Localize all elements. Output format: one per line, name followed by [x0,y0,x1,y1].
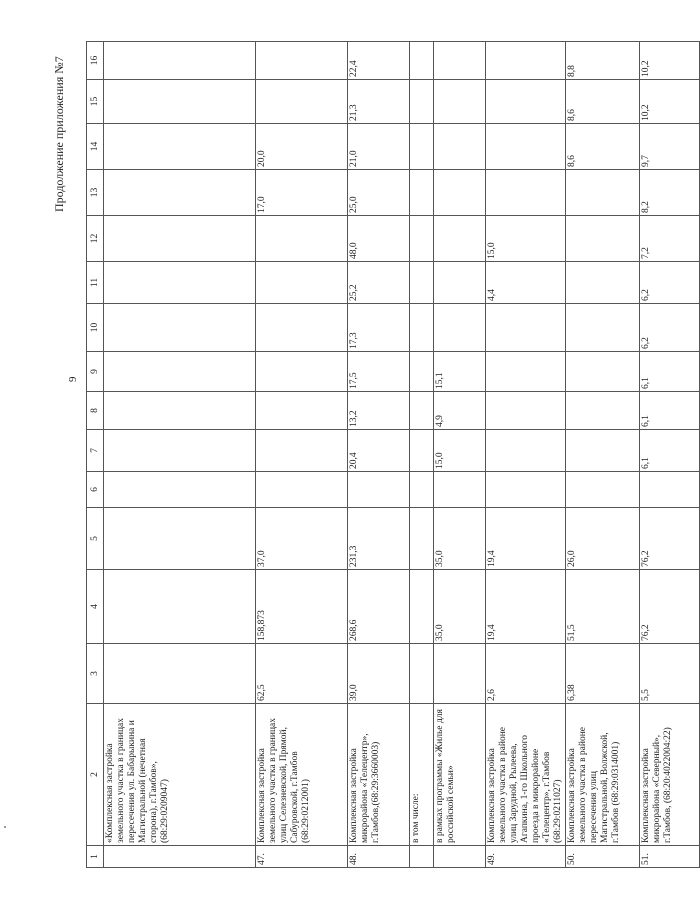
row-number-cell: 48. [348,846,410,868]
value-cell [434,42,486,80]
value-cell: 6,2 [640,304,700,352]
row-number-cell: 49. [486,846,566,868]
object-name-cell: Комплексная застройка микрорайона «Телецентр», г.Тамбов,(68:29:3660003) [348,704,410,846]
column-header: 15 [87,80,104,124]
page-number: 9 [67,376,79,382]
value-cell [410,352,434,392]
value-cell: 6,2 [640,262,700,304]
value-cell: 7,2 [640,216,700,262]
value-cell [410,304,434,352]
value-cell: 6,1 [640,352,700,392]
value-cell: 76,2 [640,570,700,644]
value-cell [256,392,348,430]
value-cell [410,570,434,644]
appendix-caption: Продолжение приложения №7 [52,56,66,212]
value-cell: 9,7 [640,124,700,170]
value-cell [486,392,566,430]
value-cell: 5,5 [640,644,700,704]
value-cell: 8,8 [566,42,640,80]
value-cell: 2,6 [486,644,566,704]
value-cell: 21,3 [348,80,410,124]
object-name-cell: Комплексная застройка земельного участка в районе улиц Зарудной, Рылеева, Агапкина, 1-го Школьного проезда в микрорайоне «Телецентр», г.Тамбов (68:29:0211027) [486,704,566,846]
value-cell [486,124,566,170]
value-cell: 231,3 [348,508,410,570]
value-cell: 62,5 [256,644,348,704]
value-cell [104,262,256,304]
value-cell: 15,0 [486,216,566,262]
value-cell [348,472,410,508]
value-cell: 13,2 [348,392,410,430]
value-cell [256,80,348,124]
value-cell [104,644,256,704]
value-cell: 48,0 [348,216,410,262]
value-cell: 6,1 [640,430,700,472]
column-header: 14 [87,124,104,170]
table-body [87,42,700,868]
value-cell [256,216,348,262]
column-header: 1 [87,846,104,868]
row-number-cell: 47. [256,846,348,868]
value-cell [434,124,486,170]
value-cell: 10,2 [640,80,700,124]
column-header: 6 [87,472,104,508]
value-cell [486,430,566,472]
table-row [434,42,486,868]
object-name-cell: Комплексная застройка микрорайона «Северный», г.Тамбов, (68:20:4022004:22) [640,704,700,846]
value-cell: 39,0 [348,644,410,704]
value-cell: 10,2 [640,42,700,80]
object-name-cell: Комплексная застройка земельного участка в районе пересечения улиц Магистральной, Волжской, г.Тамбов (68:29:0314001) [566,704,640,846]
value-cell [486,352,566,392]
object-name-cell: Комплексная застройка земельного участка в границах улиц Селезневской, Прямой, Сабуровской, г.Тамбов (68:29:0212001) [256,704,348,846]
value-cell: 20,4 [348,430,410,472]
value-cell [486,42,566,80]
row-number-cell: 51. [640,846,700,868]
data-table-rotated [86,42,673,868]
column-header: 10 [87,304,104,352]
table-row [256,42,348,868]
value-cell: 35,0 [434,570,486,644]
table-row [410,42,434,868]
value-cell [434,472,486,508]
value-cell: 51,5 [566,570,640,644]
table-row [486,42,566,868]
value-cell [104,508,256,570]
table-header-row [87,42,104,868]
value-cell [410,42,434,80]
object-name-cell: «Комплексная застройка земельного участка в границах пересечения ул. Бабарыкина и Магистральной (нечетная сторона), г.Тамбов», (68:29:0209047) [104,704,256,846]
value-cell [566,352,640,392]
value-cell: 19,4 [486,508,566,570]
column-header: 11 [87,262,104,304]
value-cell: 158,873 [256,570,348,644]
value-cell [410,508,434,570]
value-cell: 20,0 [256,124,348,170]
value-cell: 26,0 [566,508,640,570]
value-cell [434,644,486,704]
object-name-cell: в рамках программы «Жилье для российской семьи» [434,704,486,846]
value-cell [104,352,256,392]
value-cell [410,216,434,262]
value-cell [104,472,256,508]
value-cell: 8,6 [566,80,640,124]
value-cell: 17,3 [348,304,410,352]
column-header: 16 [87,42,104,80]
table-row [348,42,410,868]
value-cell [104,216,256,262]
value-cell [410,124,434,170]
row-number-cell [434,846,486,868]
value-cell [434,170,486,216]
value-cell [104,80,256,124]
value-cell: 17,5 [348,352,410,392]
value-cell [566,216,640,262]
value-cell: 17,0 [256,170,348,216]
column-header: 12 [87,216,104,262]
value-cell [256,42,348,80]
value-cell: 21,0 [348,124,410,170]
value-cell: 8,2 [640,170,700,216]
value-cell [566,170,640,216]
row-number-cell: 50. [566,846,640,868]
column-header: 4 [87,570,104,644]
table-row [566,42,640,868]
value-cell [486,304,566,352]
value-cell [566,472,640,508]
value-cell [434,304,486,352]
value-cell: 25,2 [348,262,410,304]
column-header: 13 [87,170,104,216]
value-cell: 15,0 [434,430,486,472]
scan-speck [4,826,6,828]
value-cell: 25,0 [348,170,410,216]
column-header: 7 [87,430,104,472]
value-cell [104,304,256,352]
value-cell [566,392,640,430]
value-cell [486,80,566,124]
value-cell [434,80,486,124]
value-cell: 6,38 [566,644,640,704]
object-name-cell: в том числе: [410,704,434,846]
value-cell [410,80,434,124]
value-cell [104,570,256,644]
value-cell [410,472,434,508]
column-header: 5 [87,508,104,570]
row-number-cell [104,846,256,868]
value-cell [486,170,566,216]
value-cell: 76,2 [640,508,700,570]
value-cell: 6,1 [640,392,700,430]
value-cell [640,472,700,508]
value-cell [104,430,256,472]
value-cell: 19,4 [486,570,566,644]
value-cell [256,352,348,392]
value-cell [410,430,434,472]
column-header: 9 [87,352,104,392]
value-cell [410,170,434,216]
value-cell: 15,1 [434,352,486,392]
value-cell [256,304,348,352]
value-cell [256,430,348,472]
value-cell [104,170,256,216]
table-row [104,42,256,868]
column-header: 8 [87,392,104,430]
value-cell: 4,4 [486,262,566,304]
value-cell [410,644,434,704]
value-cell [104,392,256,430]
value-cell [566,262,640,304]
value-cell [104,124,256,170]
value-cell: 22,4 [348,42,410,80]
table-row [640,42,700,868]
value-cell [410,262,434,304]
column-header: 2 [87,704,104,846]
column-header: 3 [87,644,104,704]
row-number-cell [410,846,434,868]
value-cell [104,42,256,80]
value-cell [566,430,640,472]
data-table [86,41,700,868]
value-cell [256,472,348,508]
value-cell [256,262,348,304]
value-cell [566,304,640,352]
value-cell [434,262,486,304]
value-cell [410,392,434,430]
value-cell: 8,6 [566,124,640,170]
value-cell: 37,0 [256,508,348,570]
value-cell: 4,9 [434,392,486,430]
value-cell: 268,6 [348,570,410,644]
value-cell: 35,0 [434,508,486,570]
value-cell [486,472,566,508]
value-cell [434,216,486,262]
